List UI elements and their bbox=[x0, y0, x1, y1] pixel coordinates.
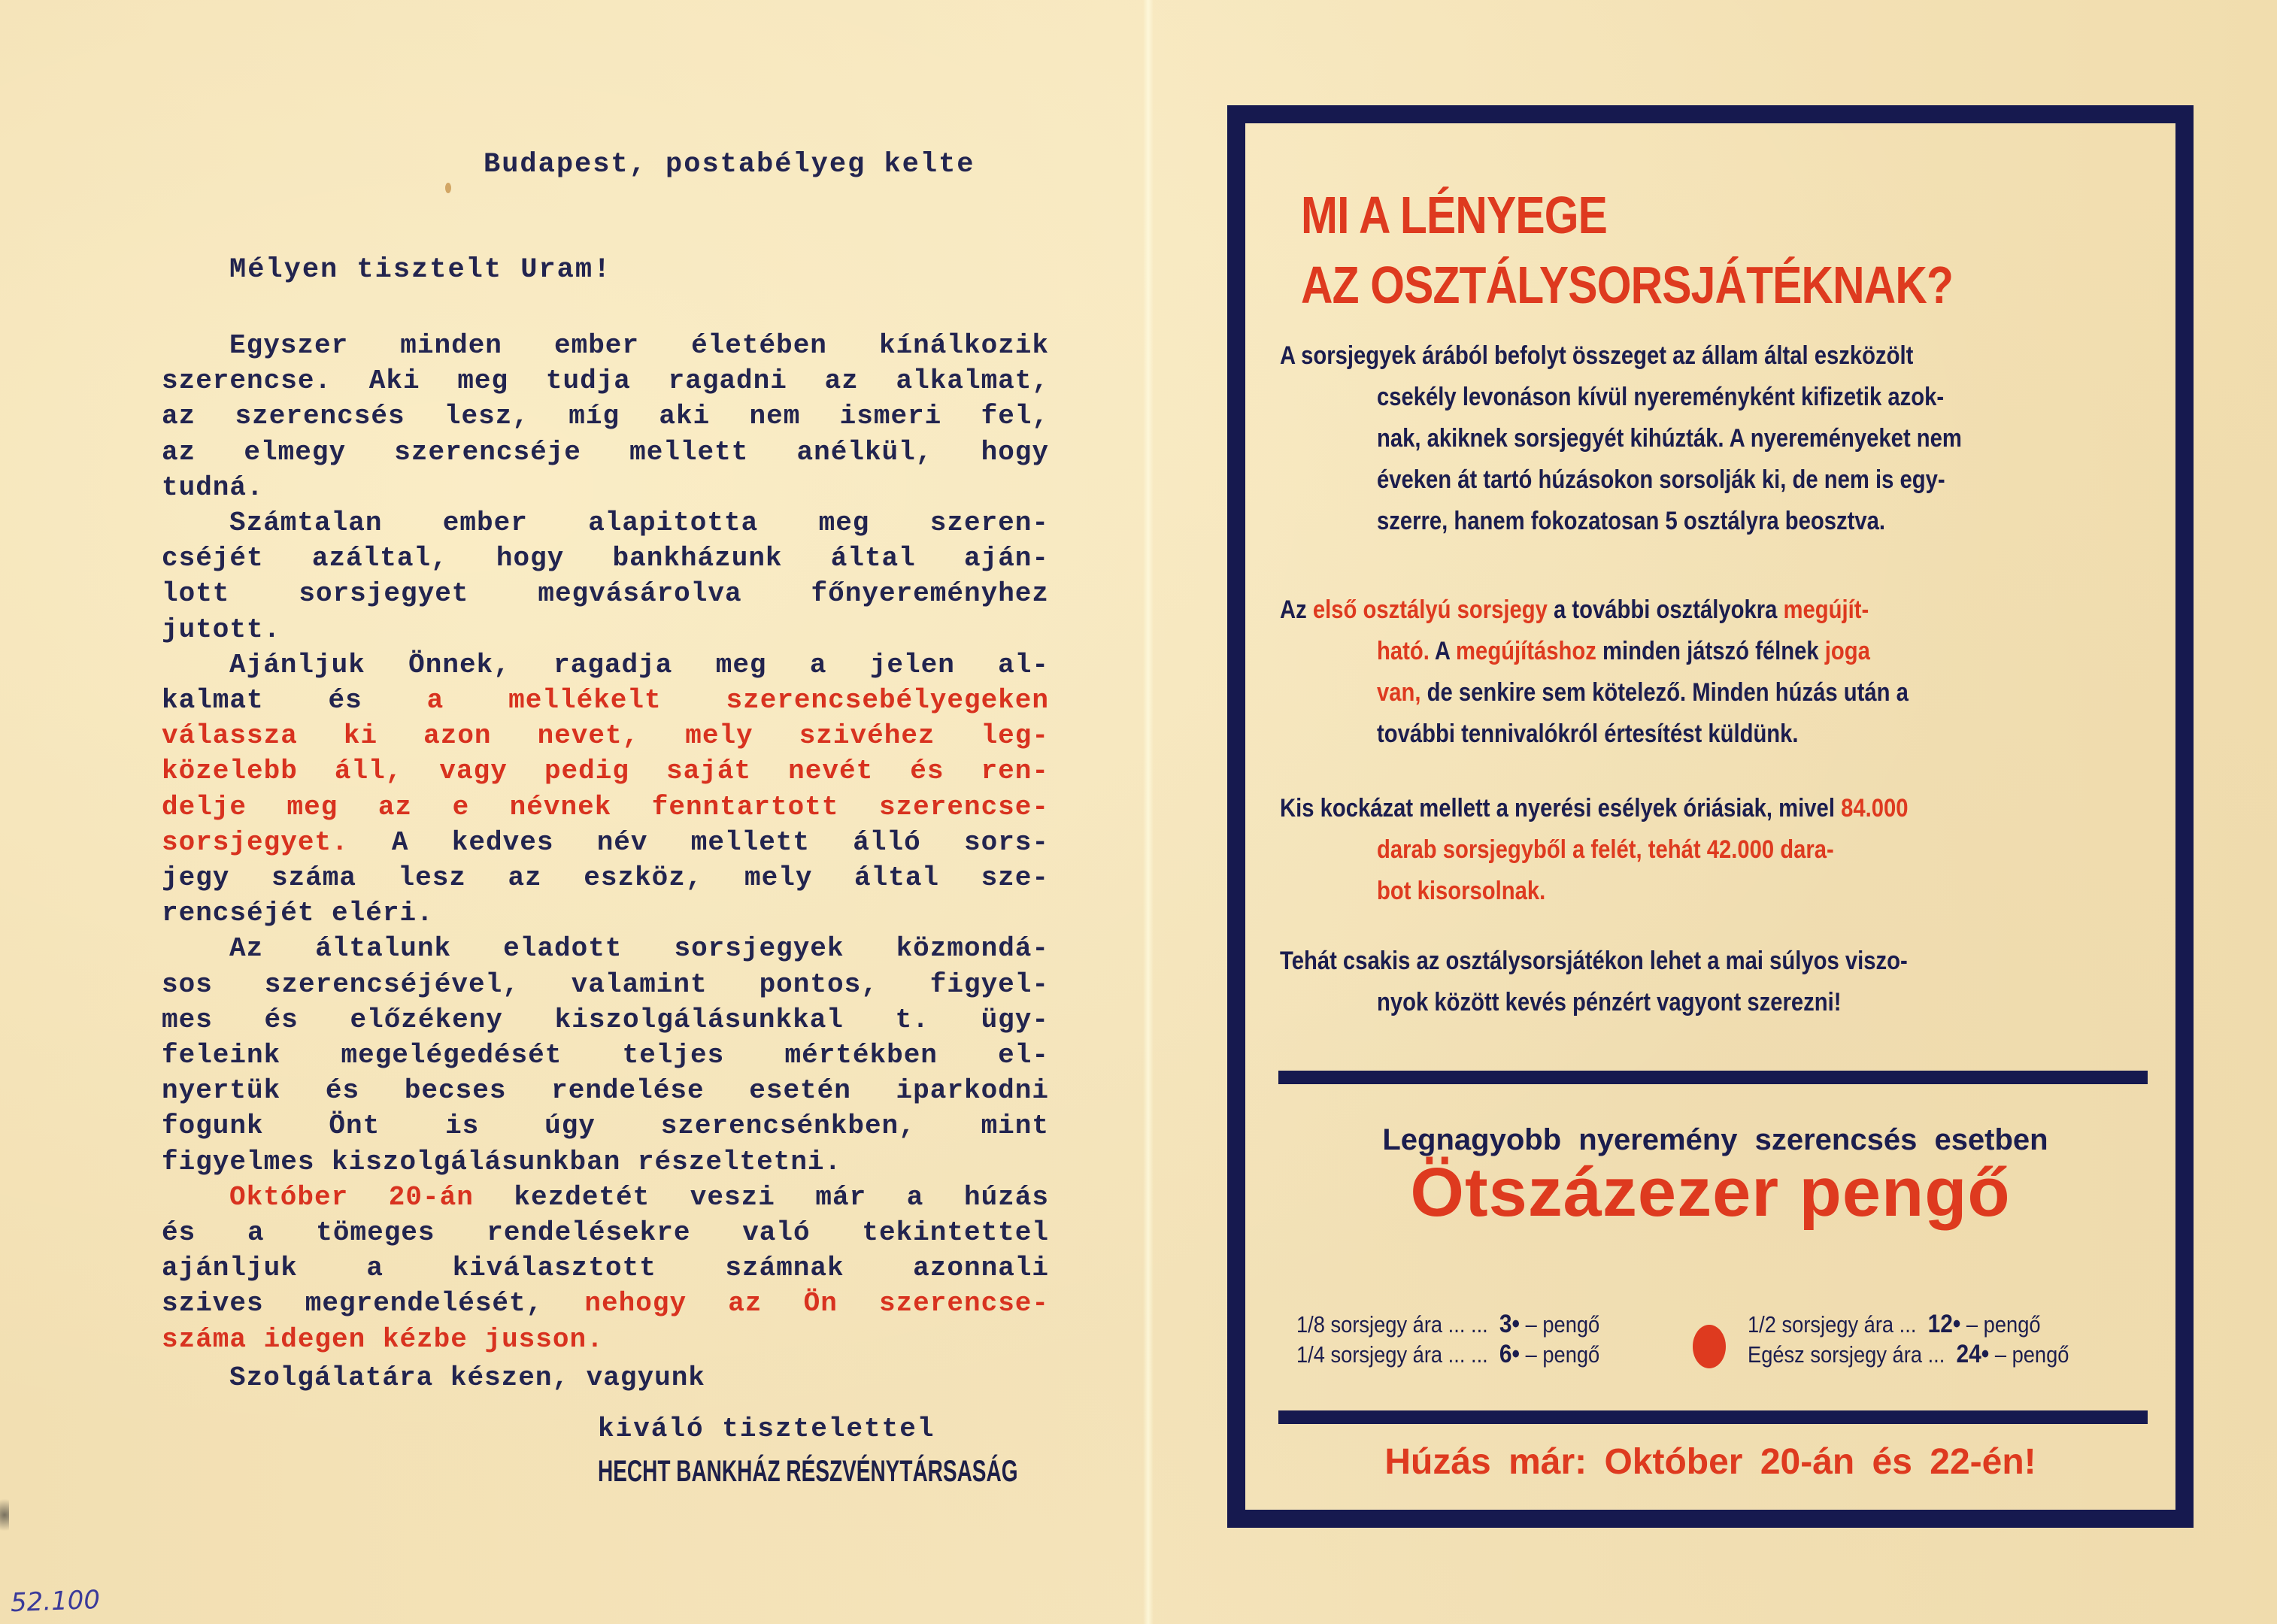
flyer-highlight: ható. bbox=[1377, 637, 1430, 665]
letter-highlight-line: közelebb áll, vagy pedig saját nevét és ren- bbox=[162, 756, 1049, 787]
letter-text: A kedves név mellett álló sors- bbox=[348, 826, 1049, 858]
letter-highlight: Október 20-án bbox=[229, 1181, 474, 1213]
red-dot-separator bbox=[1693, 1325, 1726, 1368]
flyer-text: de senkire sem kötelező. Minden húzás után a bbox=[1420, 678, 1909, 707]
letter-line: lott sorsjegyet megvásárolva főnyereményhez bbox=[162, 578, 1049, 610]
flyer-paragraph-2 bbox=[1280, 589, 2145, 755]
divider-rule bbox=[1278, 1071, 2148, 1084]
flyer-line: A sorsjegyek árából befolyt összeget az állam által eszközölt bbox=[1280, 341, 1914, 370]
letter-regards: kiváló tisztelettel bbox=[598, 1413, 935, 1444]
letter-highlight: sorsjegyet. bbox=[162, 826, 349, 858]
flyer-highlight: első osztályú sorsjegy bbox=[1312, 595, 1548, 624]
letter-line: ajánljuk a kiválasztott számnak azonnali bbox=[162, 1253, 1049, 1284]
letter-line: sos szerencséjével, valamint pontos, figyel- bbox=[162, 968, 1049, 1000]
price-amount: 6• bbox=[1499, 1340, 1521, 1368]
flyer-line: szerre, hanem fokozatosan 5 osztályra beosztva. bbox=[1377, 507, 1886, 535]
price-label: Egész sorsjegy ára ... bbox=[1748, 1341, 1945, 1368]
letter-line bbox=[162, 1286, 1049, 1321]
price-row bbox=[1296, 1340, 1599, 1369]
draw-dates: Húzás már: Október 20-án és 22-én! bbox=[1384, 1442, 2036, 1482]
divider-rule bbox=[1278, 1410, 2148, 1424]
flyer-title-line2: AZ OSZTÁLYSORSJÁTÉKNAK? bbox=[1301, 256, 1954, 314]
price-amount: 12• bbox=[1927, 1310, 1961, 1338]
price-suffix: – pengő bbox=[1525, 1311, 1600, 1338]
letter-line: mes és előzékeny kiszolgálásunkkal t. ügy- bbox=[162, 1004, 1049, 1035]
price-suffix: – pengő bbox=[1994, 1341, 2069, 1368]
flyer-highlight: megújításhoz bbox=[1456, 637, 1596, 665]
flyer-line bbox=[1280, 631, 2024, 672]
flyer-text: minden játszó félnek bbox=[1596, 637, 1825, 665]
price-amount: 24• bbox=[1956, 1340, 1990, 1368]
flyer-text: Kis kockázat mellett a nyerési esélyek óriásiak, mivel bbox=[1280, 794, 1842, 823]
flyer-text: A bbox=[1429, 637, 1457, 665]
letter-line: és a tömeges rendelésekre való tekintettel bbox=[162, 1217, 1049, 1249]
letter-text: szives megrendelését, bbox=[162, 1288, 585, 1320]
letter-highlight-line: száma idegen kézbe jusson. bbox=[162, 1323, 604, 1355]
letter-line: Egyszer minden ember életében kínálkozik bbox=[229, 330, 1049, 361]
flyer-line: nyok között kevés pénzért vagyont szerezni! bbox=[1377, 988, 1842, 1017]
paper-stain bbox=[445, 183, 451, 193]
letter-text: kezdetét veszi már a húzás bbox=[473, 1181, 1049, 1213]
letter-line: feleink megelégedését teljes mértékben el- bbox=[162, 1040, 1049, 1071]
price-suffix: – pengő bbox=[1966, 1311, 2041, 1338]
prize-intro: Legnagyobb nyeremény szerencsés esetben bbox=[1382, 1123, 2048, 1156]
archive-mark: 52.100 bbox=[10, 1584, 101, 1619]
price-amount: 3• bbox=[1499, 1310, 1521, 1338]
letter-highlight-line: válassza ki azon nevet, mely szivéhez leg- bbox=[162, 720, 1049, 752]
flyer-highlight-line: bot kisorsolnak. bbox=[1377, 877, 1546, 905]
letter-closing: Szolgálatára készen, vagyunk bbox=[229, 1362, 705, 1393]
flyer-line: Tehát csakis az osztálysorsjátékon lehet a mai súlyos viszo- bbox=[1280, 947, 1908, 975]
letter-line: Az általunk eladott sorsjegyek közmondá- bbox=[229, 933, 1049, 965]
flyer-line bbox=[1280, 788, 2024, 829]
letter-dateline: Budapest, postabélyeg kelte bbox=[484, 149, 975, 180]
letter-line: tudná. bbox=[162, 471, 264, 503]
letter-line: figyelmes kiszolgálásunkban részeltetni. bbox=[162, 1146, 842, 1177]
flyer-highlight-line: darab sorsjegyből a felét, tehát 42.000 dara- bbox=[1377, 835, 1834, 864]
flyer-line: további tennivalókról értesítést küldünk. bbox=[1377, 720, 1799, 748]
letter-line: rencséjét eléri. bbox=[162, 898, 434, 929]
flyer-paragraph-4 bbox=[1280, 941, 2145, 1023]
letter-line bbox=[162, 1180, 1049, 1215]
letter-line: Számtalan ember alapitotta meg szeren- bbox=[229, 508, 1049, 539]
price-row bbox=[1296, 1310, 1599, 1339]
letter-line: jegy száma lesz az eszköz, mely által sze- bbox=[162, 862, 1049, 894]
flyer-highlight: megújít- bbox=[1783, 595, 1869, 624]
letter-line bbox=[162, 825, 1049, 860]
letter-line: jutott. bbox=[162, 614, 281, 645]
flyer-line: nak, akiknek sorsjegyét kihúzták. A nyereményeket nem bbox=[1377, 424, 1962, 453]
flyer-text: a további osztályokra bbox=[1547, 595, 1784, 624]
flyer-paragraph-3 bbox=[1280, 788, 2145, 912]
flyer-highlight: van, bbox=[1377, 678, 1421, 707]
flyer-line: éveken át tartó húzásokon sorsolják ki, de nem is egy- bbox=[1377, 465, 1945, 494]
price-label: 1/4 sorsjegy ára ... ... bbox=[1296, 1341, 1488, 1368]
letter-salutation: Mélyen tisztelt Uram! bbox=[229, 254, 612, 286]
flyer-text: Az bbox=[1280, 595, 1313, 624]
letter-line bbox=[162, 683, 1049, 718]
page-fold bbox=[1143, 0, 1154, 1624]
price-label: 1/2 sorsjegy ára ... bbox=[1748, 1311, 1917, 1338]
flyer-line bbox=[1280, 672, 2024, 714]
letter-highlight: nehogy az Ön szerencse- bbox=[584, 1288, 1049, 1320]
letter-line: fogunk Önt is úgy szerencsénkben, mint bbox=[162, 1110, 1049, 1142]
letter-line: az elmegy szerencséje mellett anélkül, hogy bbox=[162, 436, 1049, 468]
letter-line: az szerencsés lesz, míg aki nem ismeri fel, bbox=[162, 401, 1049, 432]
price-row bbox=[1748, 1340, 2069, 1369]
letter-highlight: a mellékelt szerencsebélyegeken bbox=[426, 685, 1049, 717]
flyer-highlight: 84.000 bbox=[1841, 794, 1909, 823]
letter-line: Ajánljuk Önnek, ragadja meg a jelen al- bbox=[229, 649, 1049, 680]
ink-spot bbox=[0, 1492, 9, 1538]
flyer-line: csekély levonáson kívül nyereményként kifizetik azok- bbox=[1377, 383, 1945, 411]
letter-line: cséjét azáltal, hogy bankházunk által aján- bbox=[162, 543, 1049, 574]
flyer-paragraph-1 bbox=[1280, 335, 2145, 542]
flyer-title-line1: MI A LÉNYEGE bbox=[1301, 186, 1608, 244]
letter-line: nyertük és becses rendelése esetén iparkodni bbox=[162, 1075, 1049, 1107]
flyer-highlight: joga bbox=[1824, 637, 1870, 665]
letter-body bbox=[162, 328, 1049, 1357]
grand-prize: Ötszázezer pengő bbox=[1410, 1154, 2011, 1231]
letter-text: kalmat és bbox=[162, 685, 427, 717]
letter-line: szerencse. Aki meg tudja ragadni az alkalmat, bbox=[162, 365, 1049, 397]
flyer-frame bbox=[1227, 105, 2194, 1528]
price-suffix: – pengő bbox=[1525, 1341, 1600, 1368]
price-row bbox=[1748, 1310, 2041, 1339]
price-label: 1/8 sorsjegy ára ... ... bbox=[1296, 1311, 1488, 1338]
flyer-line bbox=[1280, 589, 2024, 631]
letter-highlight-line: delje meg az e névnek fenntartott szerencse- bbox=[162, 791, 1049, 823]
company-signature: HECHT BANKHÁZ RÉSZVÉNYTÁRSASÁG bbox=[598, 1455, 1018, 1488]
